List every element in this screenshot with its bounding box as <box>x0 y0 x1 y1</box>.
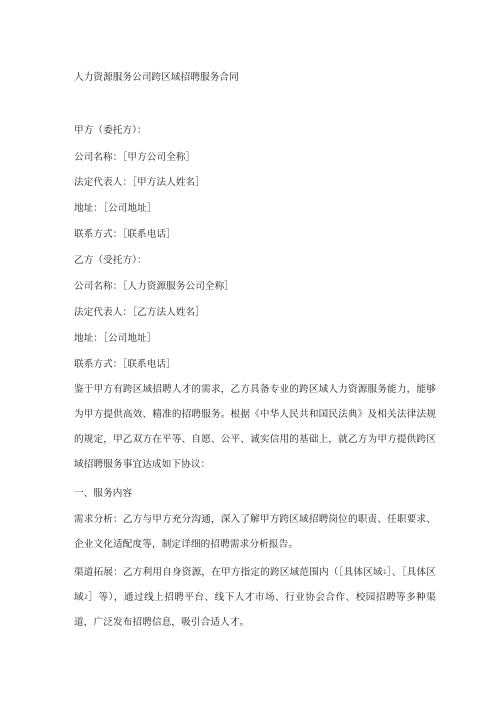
party-b-address: 地址：［公司地址］ <box>74 333 157 344</box>
needs-analysis-paragraph: 需求分析：乙方与甲方充分沟通，深入了解甲方跨区域招聘岗位的职责、任职要求、企业文化适配度等，制定详细的招聘需求分析报告。 <box>74 514 436 550</box>
region-1-marker: 1 <box>382 569 387 576</box>
party-b-contact: 联系方式：［联系电话］ <box>74 359 176 370</box>
region-2-marker: 2 <box>84 594 89 601</box>
party-a-heading: 甲方（委托方）： <box>74 125 147 136</box>
preamble-paragraph: 鉴于甲方有跨区域招聘人才的需求，乙方具备专业的跨区域人力资源服务能力，能够为甲方提供高效、精准的招聘服务。根据《中华人民共和国民法典》及相关法律法规的规定，甲乙双方在平等、自愿、公平、诚实信用的基础上，就乙方为甲方提供跨区域招聘服务事宜达成如下协议： <box>74 384 436 470</box>
party-b-company: 公司名称：［人力资源服务公司全称］ <box>74 281 234 292</box>
party-a-contact: 联系方式：［联系电话］ <box>74 229 176 240</box>
channels-text-part-2: ］、［具体区域 <box>74 567 436 603</box>
party-a-company: 公司名称：［甲方公司全称］ <box>74 152 196 163</box>
party-b-heading: 乙方（受托方）： <box>74 255 147 266</box>
party-a-representative: 法定代表人：［甲方法人姓名］ <box>74 177 205 188</box>
channels-text-part-3: ］等），通过线上招聘平台、线下人才市场、行业协会合作、校园招聘等多种渠道，广泛发布招聘信息，吸引合适人才。 <box>74 592 437 628</box>
channels-paragraph <box>74 560 436 635</box>
section-1-heading: 一、服务内容 <box>74 488 133 499</box>
document-title: 人力资源服务公司跨区域招聘服务合同 <box>74 72 239 83</box>
channels-text-part-1: 渠道拓展：乙方利用自身资源，在甲方指定的跨区域范围内（［具体区域 <box>74 567 383 578</box>
party-b-representative: 法定代表人：［乙方法人姓名］ <box>74 307 205 318</box>
party-a-address: 地址：［公司地址］ <box>74 203 157 214</box>
